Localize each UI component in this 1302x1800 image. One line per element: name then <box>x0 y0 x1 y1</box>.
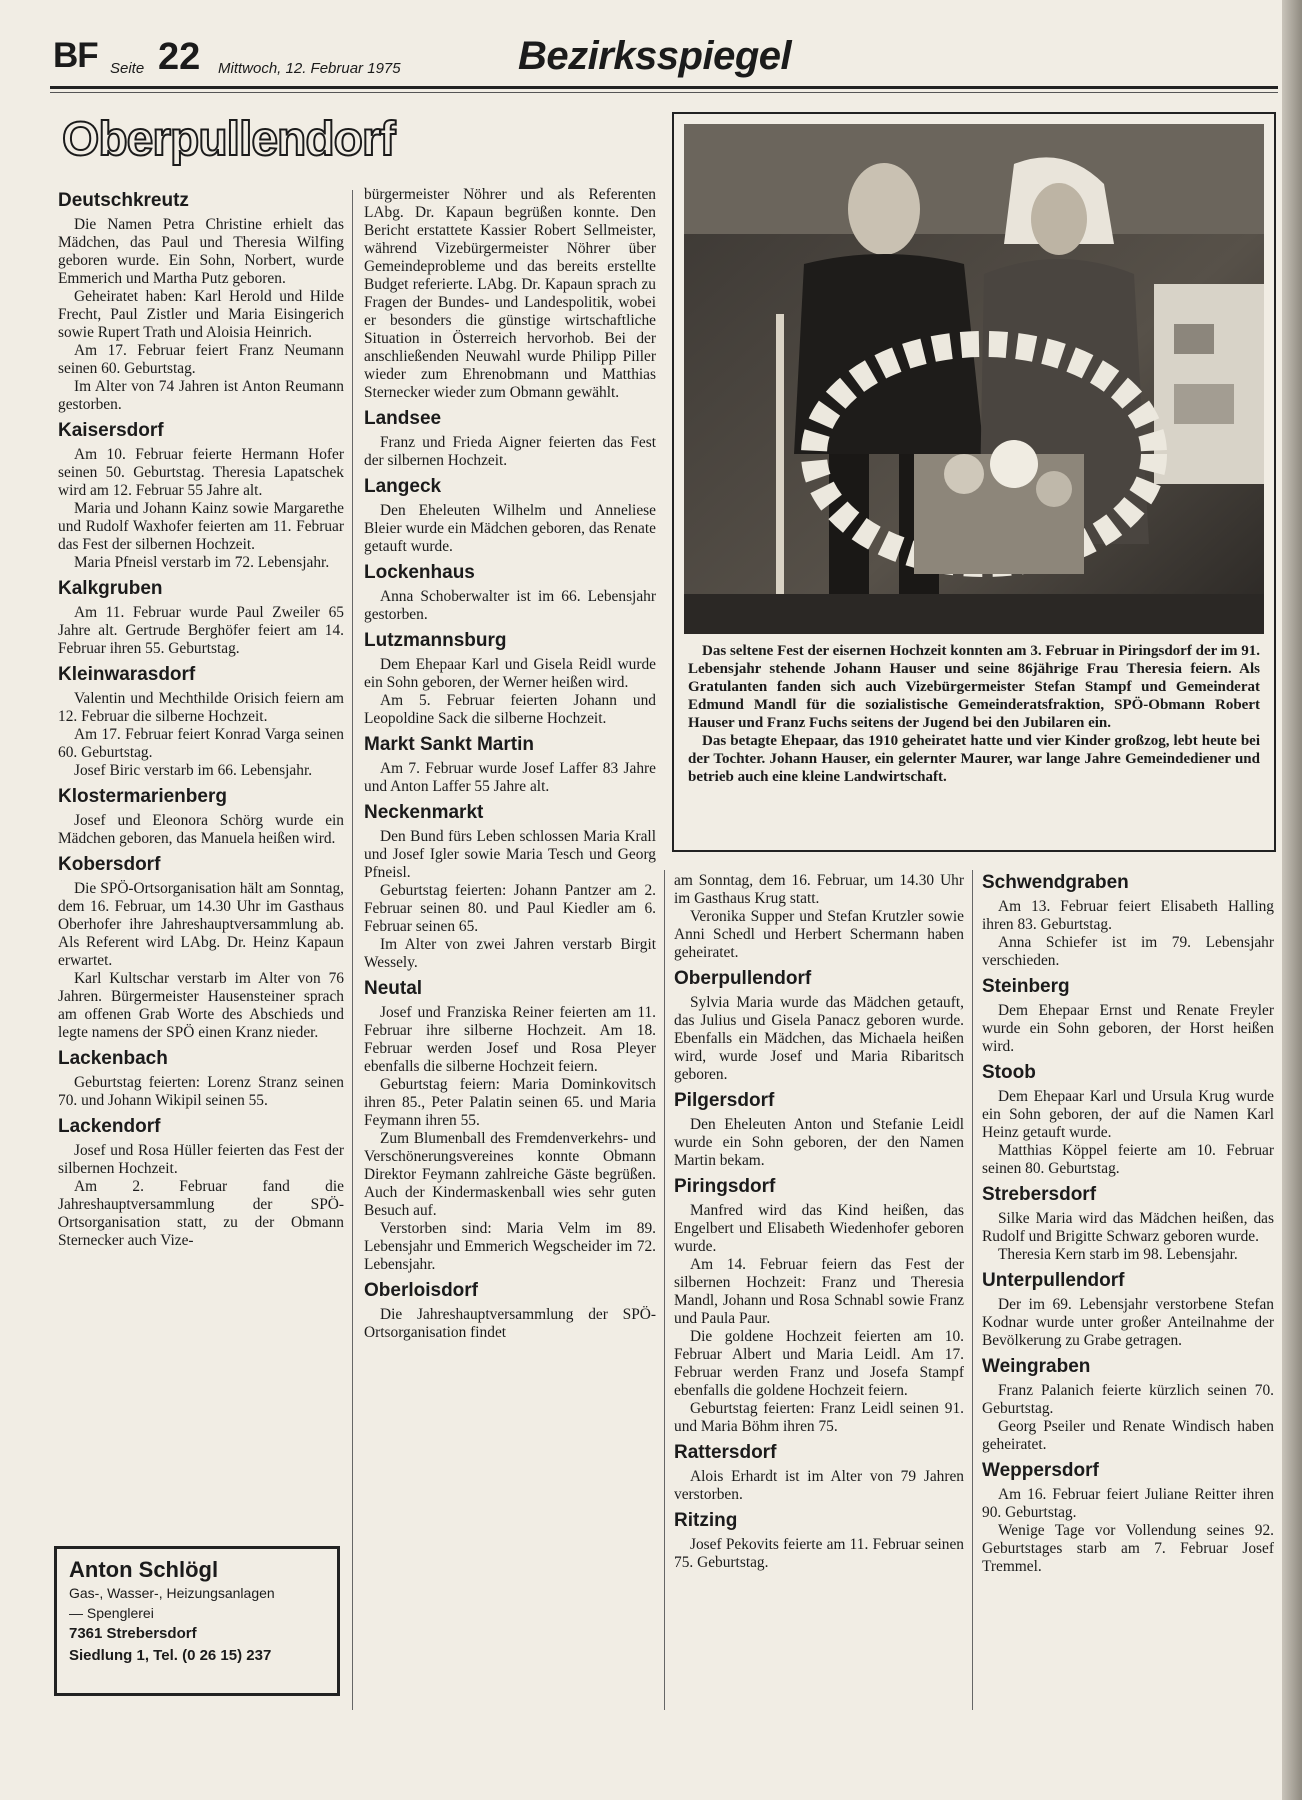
article <box>982 1356 1274 1454</box>
article-heading: Unterpullendorf <box>982 1270 1125 1291</box>
article <box>364 408 656 470</box>
article <box>58 420 344 572</box>
article-paragraph: Josef und Rosa Hüller feierten das Fest der silbernen Hochzeit. <box>58 1142 344 1177</box>
article-paragraph: Am 10. Februar feierte Hermann Hofer seinen 50. Geburtstag. Theresia Lapatschek wird am 12. Februar 55 Jahre alt. <box>58 446 344 499</box>
article-paragraph: Anna Schoberwalter ist im 66. Lebensjahr gestorben. <box>364 588 656 623</box>
article-paragraph: Silke Maria wird das Mädchen heißen, das Rudolf und Brigitte Schwarz geboren wurde. <box>982 1210 1274 1245</box>
column-1 <box>58 190 344 1250</box>
region-title: Oberpullendorf <box>62 113 395 166</box>
ad-town: 7361 Strebersdorf <box>69 1625 197 1642</box>
article-heading: Lockenhaus <box>364 562 475 583</box>
article-heading: Ritzing <box>674 1510 738 1531</box>
article-paragraph: Dem Ehepaar Ernst und Renate Freyler wurde ein Sohn geboren, der Horst heißen wird. <box>982 1002 1274 1055</box>
column-divider <box>352 190 353 1710</box>
article-heading: Rattersdorf <box>674 1442 777 1463</box>
article-heading: Klostermarienberg <box>58 786 227 807</box>
article <box>982 1270 1274 1350</box>
article <box>58 664 344 780</box>
article-heading: Weingraben <box>982 1356 1091 1377</box>
article-heading: Kalkgruben <box>58 578 163 599</box>
article-paragraph: Geburtstag feiern: Maria Dominkovitsch ihren 85., Peter Palatin seinen 65. und Maria Feymann ihren 55. <box>364 1076 656 1129</box>
article <box>982 1062 1274 1178</box>
article-paragraph: Die Jahreshauptversammlung der SPÖ-Ortsorganisation findet <box>364 1306 656 1341</box>
article-paragraph: Den Bund fürs Leben schlossen Maria Krall und Josef Igler sowie Maria Tesch und Georg Pfneisl. <box>364 828 656 881</box>
article-paragraph: Am 16. Februar feiert Juliane Reitter ihren 90. Geburtstag. <box>982 1486 1274 1521</box>
article <box>364 186 656 402</box>
article-paragraph: Geburtstag feierten: Franz Leidl seinen 91. und Maria Böhm ihren 75. <box>674 1400 964 1435</box>
article-paragraph: Josef und Eleonora Schörg wurde ein Mädchen geboren, das Manuela heißen wird. <box>58 812 344 847</box>
article-paragraph: bürgermeister Nöhrer und als Referenten LAbg. Dr. Kapaun begrüßen konnte. Den Bericht erstattete Kassier Robert Sellmeister, während Vizebürgermeister Nöhrer über Gemeindeprobleme und das bereits erstellte Budget referierte. LAbg. Dr. Kapaun sprach zu Fragen der Bundes- und Landespolitik, wobei er besonders die günstige wirtschaftliche Situation in Österreich hervorhob. Bei der anschließenden Neuwahl wurde Philipp Piller wieder zum Ehrenobmann und Matthias Sternecker wieder zum Obmann gewählt. <box>364 186 656 401</box>
article-heading: Stoob <box>982 1062 1036 1083</box>
article-paragraph: Dem Ehepaar Karl und Gisela Reidl wurde ein Sohn geboren, der Werner heißen wird. <box>364 656 656 691</box>
article-paragraph: Anna Schiefer ist im 79. Lebensjahr verschieden. <box>982 934 1274 969</box>
article-heading: Steinberg <box>982 976 1070 997</box>
article-paragraph: Am 2. Februar fand die Jahreshauptversammlung der SPÖ-Ortsorganisation statt, zu der Obmann Sternecker auch Vize- <box>58 1178 344 1249</box>
article-heading: Oberpullendorf <box>674 968 812 989</box>
page-number: 22 <box>158 36 201 78</box>
article <box>364 630 656 728</box>
column-4 <box>982 872 1274 1576</box>
article-heading: Kaisersdorf <box>58 420 164 441</box>
header-rule-thin <box>50 92 1278 93</box>
article-paragraph: Josef Pekovits feierte am 11. Februar seinen 75. Geburtstag. <box>674 1536 964 1571</box>
article-heading: Neutal <box>364 978 423 999</box>
article-paragraph: Josef Biric verstarb im 66. Lebensjahr. <box>74 762 313 779</box>
ad-services-2: — Spenglerei <box>69 1605 154 1621</box>
article-paragraph: Am 11. Februar wurde Paul Zweiler 65 Jahre alt. Gertrude Berghöfer feiert am 14. Februar ihren 55. Geburtstag. <box>58 604 344 657</box>
article <box>674 872 964 962</box>
advertisement <box>54 1546 340 1696</box>
article-heading: Lackendorf <box>58 1116 161 1137</box>
article <box>58 578 344 658</box>
article <box>674 968 964 1084</box>
column-3 <box>674 872 964 1572</box>
article-paragraph: am Sonntag, dem 16. Februar, um 14.30 Uhr im Gasthaus Krug statt. <box>674 872 964 907</box>
article <box>982 872 1274 970</box>
article-paragraph: Franz Palanich feierte kürzlich seinen 70. Geburtstag. <box>982 1382 1274 1417</box>
photo-box <box>672 112 1276 852</box>
article <box>674 1176 964 1436</box>
article <box>364 802 656 972</box>
article-paragraph: Geburtstag feierten: Lorenz Stranz seinen 70. und Johann Wikipil seinen 55. <box>58 1074 344 1109</box>
couple-photo <box>684 124 1264 634</box>
page-label: Seite <box>110 60 145 77</box>
article-paragraph: Zum Blumenball des Fremdenverkehrs- und Verschönerungsvereines konnte Obmann Direktor Feymann zahlreiche Gäste begrüßen. Auch der Kindermaskenball wies sehr guten Besuch auf. <box>364 1130 656 1219</box>
article-paragraph: Josef und Franziska Reiner feierten am 11. Februar ihre silberne Hochzeit. Am 18. Februar werden Josef und Rosa Pleyer ebenfalls die silberne Hochzeit feiern. <box>364 1004 656 1075</box>
ad-address: Siedlung 1, Tel. (0 26 15) 237 <box>69 1647 272 1664</box>
article-heading: Langeck <box>364 476 442 497</box>
article-paragraph: Georg Pseiler und Renate Windisch haben geheiratet. <box>982 1418 1274 1453</box>
article <box>58 854 344 1042</box>
article-paragraph: Franz und Frieda Aigner feierten das Fest der silbernen Hochzeit. <box>364 434 656 469</box>
article-heading: Deutschkreutz <box>58 190 189 211</box>
column-divider <box>664 870 665 1710</box>
article <box>58 190 344 414</box>
article <box>674 1510 964 1572</box>
article-paragraph: Maria Pfneisl verstarb im 72. Lebensjahr. <box>74 554 330 571</box>
ad-company-name: Anton Schlögl <box>69 1557 219 1582</box>
article-heading: Weppersdorf <box>982 1460 1099 1481</box>
article-paragraph: Den Eheleuten Wilhelm und Anneliese Bleier wurde ein Mädchen geboren, das Renate getauft wurde. <box>364 502 656 555</box>
article <box>982 1184 1274 1264</box>
article-paragraph: Sylvia Maria wurde das Mädchen getauft, das Julius und Gisela Panacz geboren wurde. Ebenfalls ein Mädchen, das Michaela heißen wird, wurde Josef und Maria Ribaritsch geboren. <box>674 994 964 1083</box>
article-paragraph: Valentin und Mechthilde Orisich feiern am 12. Februar die silberne Hochzeit. <box>58 690 344 725</box>
article-heading: Markt Sankt Martin <box>364 734 534 755</box>
issue-date: Mittwoch, 12. Februar 1975 <box>218 60 401 77</box>
photo-caption <box>688 642 1260 786</box>
article <box>674 1090 964 1170</box>
article-paragraph: Wenige Tage vor Vollendung seines 92. Geburtstages starb am 7. Februar Josef Tremmel. <box>982 1522 1274 1575</box>
ad-services: Gas-, Wasser-, Heizungsanlagen <box>69 1585 275 1601</box>
article-paragraph: Karl Kultschar verstarb im Alter von 76 Jahren. Bürgermeister Hausensteiner sprach am offenen Grab Worte des Abschieds und legte namens der SPÖ einen Kranz nieder. <box>58 970 344 1041</box>
caption-paragraph: Das seltene Fest der eisernen Hochzeit konnten am 3. Februar in Piringsdorf der im 91. Lebensjahr stehende Johann Hauser und seine 86jährige Frau Theresia feiern. Als Gratulanten fanden sich auch Vizebürgermeister Stefan Stampf und Gemeinderat Edmund Mandl für die sozialistische Gemeinderatsfraktion, SPÖ-Obmann Robert Hauser und Franz Fuchs seitens der Jugend bei den Jubilaren ein. <box>688 643 1260 731</box>
article-paragraph: Maria und Johann Kainz sowie Margarethe und Rudolf Waxhofer feierten am 11. Februar das Fest der silbernen Hochzeit. <box>58 500 344 553</box>
article <box>58 786 344 848</box>
article-paragraph: Geheiratet haben: Karl Herold und Hilde Frecht, Paul Zistler und Maria Eisingerich sowie Rupert Trath und Aloisia Heinrich. <box>58 288 344 341</box>
article-heading: Oberloisdorf <box>364 1280 479 1301</box>
article-heading: Lackenbach <box>58 1048 168 1069</box>
article-heading: Piringsdorf <box>674 1176 776 1197</box>
article-paragraph: Die goldene Hochzeit feierten am 10. Februar Albert und Maria Leidl. Am 17. Februar werden Franz und Josefa Stampf ebenfalls die goldene Hochzeit feiern. <box>674 1328 964 1399</box>
column-2 <box>364 186 656 1342</box>
article-paragraph: Im Alter von 74 Jahren ist Anton Reumann gestorben. <box>58 378 344 413</box>
article-paragraph: Dem Ehepaar Karl und Ursula Krug wurde ein Sohn geboren, der auf die Namen Karl Heinz getauft wurde. <box>982 1088 1274 1141</box>
article-paragraph: Veronika Supper und Stefan Krutzler sowie Anni Schedl und Herbert Schermann haben geheiratet. <box>674 908 964 961</box>
article <box>364 734 656 796</box>
article-paragraph: Theresia Kern starb im 98. Lebensjahr. <box>998 1246 1238 1263</box>
article-paragraph: Verstorben sind: Maria Velm im 89. Lebensjahr und Emmerich Wegscheider im 72. Lebensjahr. <box>364 1220 656 1273</box>
article-paragraph: Am 17. Februar feiert Konrad Varga seinen 60. Geburtstag. <box>58 726 344 761</box>
article <box>364 978 656 1274</box>
newspaper-logo: BF <box>53 36 98 75</box>
column-divider <box>972 870 973 1710</box>
article <box>982 976 1274 1056</box>
article <box>364 562 656 624</box>
article-paragraph: Die SPÖ-Ortsorganisation hält am Sonntag, dem 16. Februar, um 14.30 Uhr im Gasthaus Oberhofer ihre Jahreshauptversammlung ab. Als Referent wird LAbg. Dr. Heinz Kapaun erwartet. <box>58 880 344 969</box>
article-heading: Kleinwarasdorf <box>58 664 196 685</box>
article-heading: Strebersdorf <box>982 1184 1097 1205</box>
article-heading: Landsee <box>364 408 442 429</box>
article <box>364 1280 656 1342</box>
caption-paragraph: Das betagte Ehepaar, das 1910 geheiratet hatte und vier Kinder großzog, lebt heute bei der Tochter. Johann Hauser, ein gelernter Maurer, war lange Jahre Gemeindediener und betrieb auch eine kleine Landwirtschaft. <box>688 733 1260 785</box>
article-paragraph: Am 13. Februar feiert Elisabeth Halling ihren 83. Geburtstag. <box>982 898 1274 933</box>
article-paragraph: Der im 69. Lebensjahr verstorbene Stefan Kodnar wurde unter großer Anteilnahme der Bevölkerung zu Grabe getragen. <box>982 1296 1274 1349</box>
article <box>364 476 656 556</box>
article-heading: Schwendgraben <box>982 872 1129 893</box>
article-heading: Lutzmannsburg <box>364 630 507 651</box>
article-heading: Neckenmarkt <box>364 802 484 823</box>
article-paragraph: Manfred wird das Kind heißen, das Engelbert und Elisabeth Wiedenhofer geboren wurde. <box>674 1202 964 1255</box>
article-paragraph: Am 17. Februar feiert Franz Neumann seinen 60. Geburtstag. <box>58 342 344 377</box>
article-paragraph: Am 14. Februar feiern das Fest der silbernen Hochzeit: Franz und Theresia Mandl, Johann und Rosa Schnabl sowie Franz und Paula Paur. <box>674 1256 964 1327</box>
article-paragraph: Matthias Köppel feierte am 10. Februar seinen 80. Geburtstag. <box>982 1142 1274 1177</box>
section-title: Bezirksspiegel <box>518 34 792 78</box>
article-paragraph: Die Namen Petra Christine erhielt das Mädchen, das Paul und Theresia Wilfing geboren wurde. Ein Sohn, Norbert, wurde Emmerich und Martha Putz geboren. <box>58 216 344 287</box>
article <box>58 1116 344 1250</box>
article <box>982 1460 1274 1576</box>
article-heading: Kobersdorf <box>58 854 161 875</box>
article-paragraph: Den Eheleuten Anton und Stefanie Leidl wurde ein Sohn geboren, der den Namen Martin bekam. <box>674 1116 964 1169</box>
adjacent-page-edge <box>1282 0 1302 1800</box>
article-paragraph: Am 5. Februar feierten Johann und Leopoldine Sack die silberne Hochzeit. <box>364 692 656 727</box>
header-rule <box>50 86 1278 89</box>
article <box>674 1442 964 1504</box>
article-paragraph: Im Alter von zwei Jahren verstarb Birgit Wessely. <box>364 936 656 971</box>
article-heading: Pilgersdorf <box>674 1090 775 1111</box>
article-paragraph: Am 7. Februar wurde Josef Laffer 83 Jahre und Anton Laffer 55 Jahre alt. <box>364 760 656 795</box>
article-paragraph: Alois Erhardt ist im Alter von 79 Jahren verstorben. <box>674 1468 964 1503</box>
article-paragraph: Geburtstag feierten: Johann Pantzer am 2. Februar seinen 80. und Paul Kiedler am 6. Februar seinen 65. <box>364 882 656 935</box>
article <box>58 1048 344 1110</box>
